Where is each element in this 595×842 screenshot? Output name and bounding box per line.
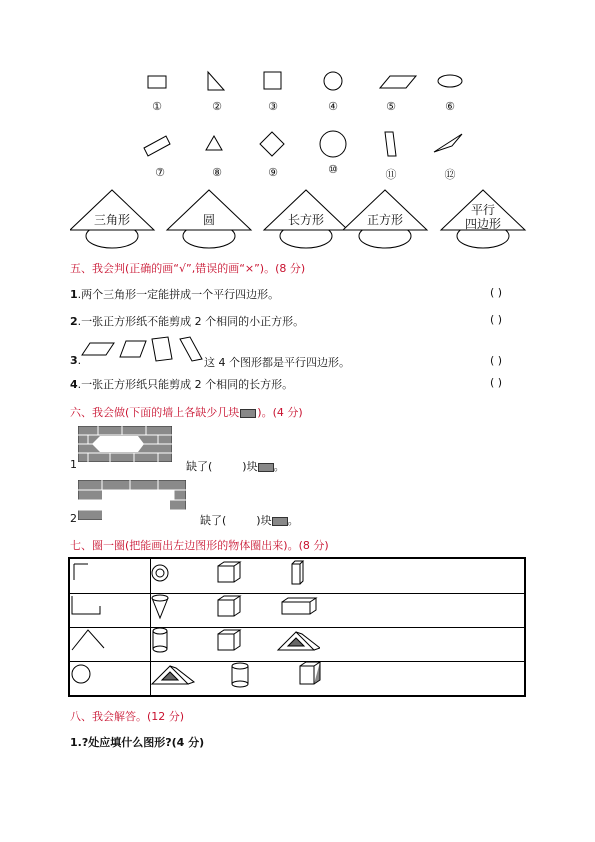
shape-label-10: ⑩ (328, 163, 338, 176)
wall-2 (78, 480, 186, 520)
shape-label-2: ② (212, 100, 222, 113)
shape-label-11: ⑪ (385, 168, 397, 181)
shape-label-8: ⑧ (212, 166, 222, 179)
shape-diamond (260, 132, 284, 156)
cube-icon (218, 630, 240, 650)
house-label-triangle: 三角形 (93, 213, 130, 227)
shape-label-12: ⑫ (444, 168, 456, 181)
cylinder-icon (153, 628, 167, 652)
shape-circle-large (320, 131, 346, 157)
shape-parallelogram (380, 76, 416, 88)
house-label-parallel: 平行 (470, 203, 495, 217)
section-5-title: 五、我会判(正确的画“√”,错误的画“×”)。(8 分) (70, 262, 306, 275)
triangular-prism-icon (152, 666, 194, 684)
shape-obtuse-triangle (434, 134, 462, 152)
s5-question-2: 2.一张正方形纸不能剪成 2 个相同的小正方形。 (70, 315, 305, 328)
ball-icon (152, 565, 168, 581)
section-6-title: 六、我会做(下面的墙上各缺少几块 )。(4 分) (70, 406, 303, 419)
house-label-circle: 圆 (202, 213, 215, 227)
shape-triangle (206, 136, 222, 150)
shape-label-5: ⑤ (386, 100, 396, 113)
s8-question-1: 1.?处应填什么图形?(4 分) (70, 736, 205, 749)
s7-row2-objects (150, 592, 320, 622)
s5-answer-1[interactable]: ( ) (490, 286, 503, 299)
s6-q1-num: 1 (70, 458, 77, 471)
shape-label-3: ③ (268, 100, 278, 113)
shape-label-9: ⑨ (268, 166, 278, 179)
s6-q1-text: 缺了( )块 。 (186, 460, 285, 473)
s7-row3-left-shape (70, 626, 110, 654)
wall-1 (78, 426, 172, 462)
shapes-row-2 (140, 128, 480, 164)
s7-row3-objects (150, 626, 320, 656)
brick-icon (272, 517, 288, 526)
shape-rectangle-small (148, 76, 166, 88)
s5-answer-4[interactable]: ( ) (490, 376, 503, 389)
shapes-row-1 (140, 68, 480, 98)
triangular-prism-icon (278, 632, 320, 650)
shape-ellipse (438, 75, 462, 87)
shape-label-7: ⑦ (155, 166, 165, 179)
s5-question-3-num: 3. (70, 354, 82, 367)
shape-square (264, 72, 281, 89)
shape-label-6: ⑥ (445, 100, 455, 113)
s7-row1-objects (150, 560, 320, 588)
section-7-title: 七、圈一圈(把能画出左边图形的物体圈出来)。(8 分) (70, 539, 329, 552)
s7-row4-left-circle (70, 662, 94, 686)
shape-right-triangle (208, 72, 224, 90)
s5-question-4: 4.一张正方形纸只能剪成 2 个相同的长方形。 (70, 378, 294, 391)
s5-question-1: 1.两个三角形一定能拼成一个平行四边形。 (70, 288, 280, 301)
cube-icon (218, 562, 240, 582)
house-label-rectangle: 长方形 (287, 213, 324, 227)
shape-label-1: ① (152, 100, 162, 113)
cone-icon (152, 595, 168, 618)
section-8-title: 八、我会解答。(12 分) (70, 710, 185, 723)
prism-box-icon (300, 662, 320, 684)
s6-q2-num: 2 (70, 512, 77, 525)
shape-tall-parallelogram (385, 132, 396, 156)
s5-question-3-text: 这 4 个图形都是平行四边形。 (204, 356, 350, 369)
cube-icon (218, 596, 240, 616)
tall-box-icon (292, 561, 303, 584)
house-label-square: 正方形 (366, 213, 403, 227)
s7-row4-objects (150, 660, 330, 690)
s5-answer-2[interactable]: ( ) (490, 313, 503, 326)
s7-row2-left-shape (70, 594, 106, 618)
cylinder-icon (232, 663, 248, 687)
shape-circle (324, 72, 342, 90)
s7-row1-left-line (70, 560, 90, 584)
s6-q2-text: 缺了( )块 。 (200, 514, 299, 527)
s5-answer-3[interactable]: ( ) (490, 354, 503, 367)
brick-icon (258, 463, 274, 472)
brick-icon (240, 409, 256, 418)
s5-parallelograms (80, 333, 205, 363)
shape-tilted-rectangle (144, 136, 170, 156)
house-label-quadrilateral: 四边形 (464, 217, 501, 231)
shape-label-4: ④ (328, 100, 338, 113)
long-box-icon (282, 598, 316, 614)
